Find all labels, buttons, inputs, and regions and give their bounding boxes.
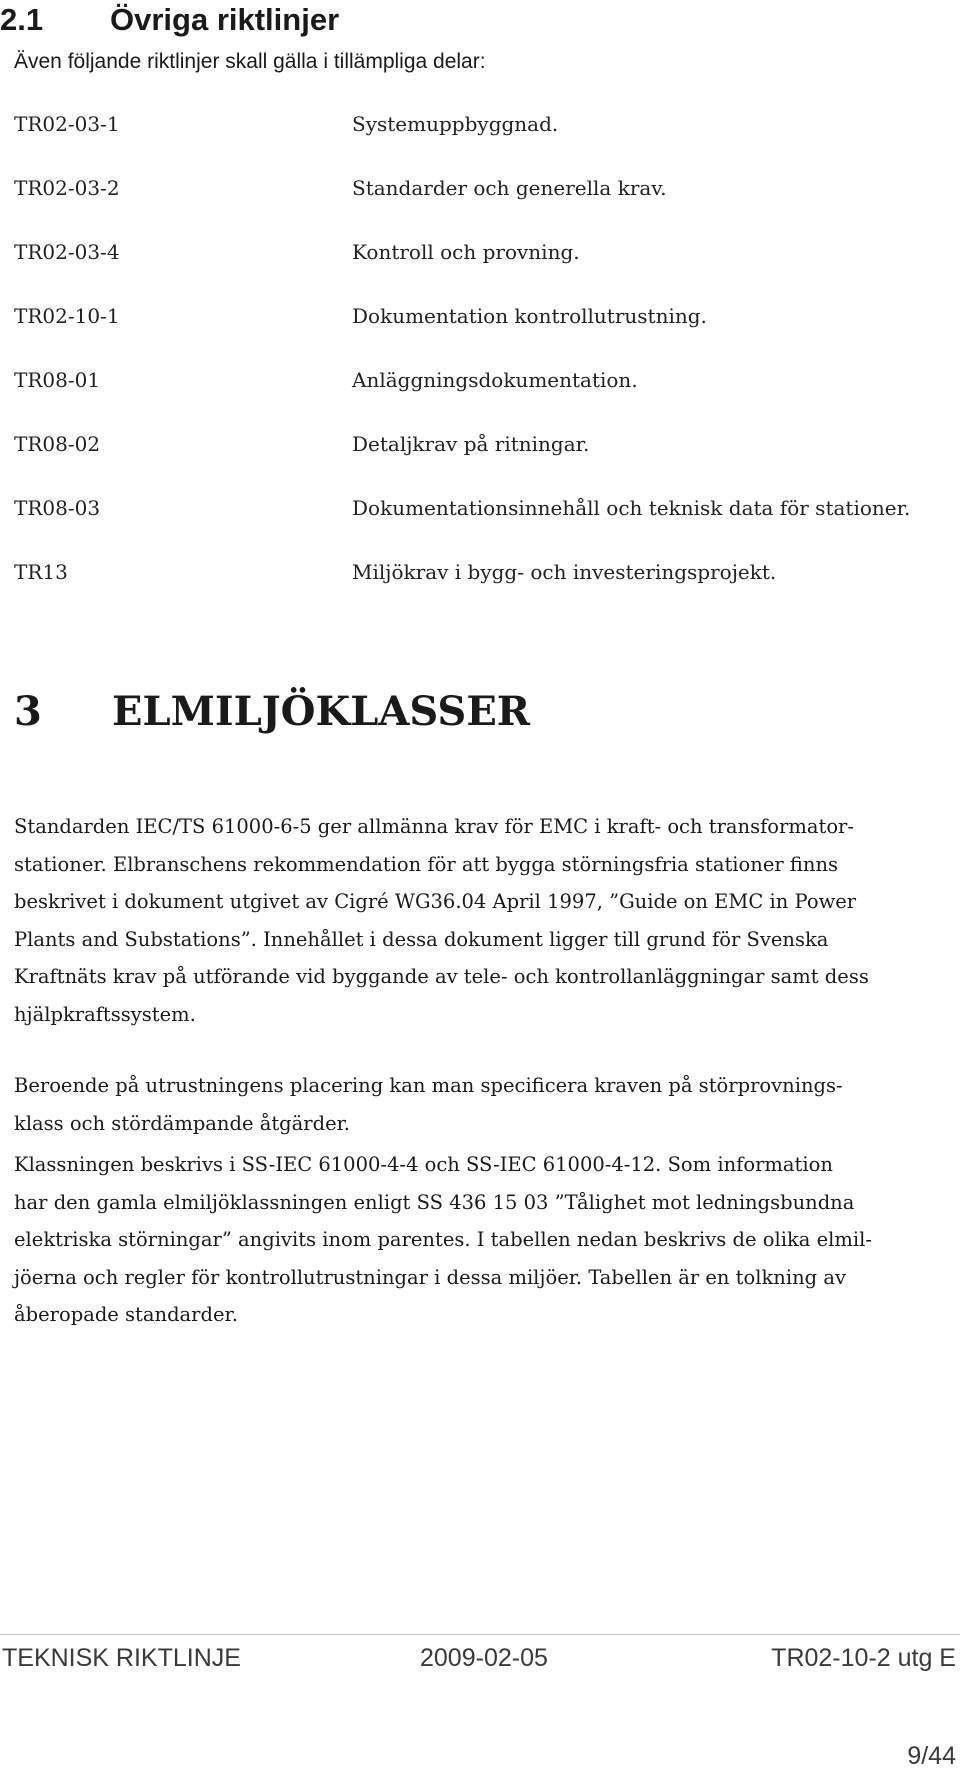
reference-row (14, 368, 944, 432)
paragraph-line: Kraftnäts krav på utförande vid byggande av tele- och kontrollanläggningar samt dess (14, 965, 869, 988)
intro-text: Även följande riktlinjer skall gälla i tillämpliga delar: (14, 50, 486, 73)
body-paragraph (14, 1067, 944, 1142)
footer-doc-id: TR02-10-2 utg E (771, 1644, 956, 1672)
reference-row (14, 304, 944, 368)
reference-description: Standarder och generella krav. (352, 176, 667, 200)
reference-description: Dokumentationsinnehåll och teknisk data för stationer. (352, 496, 911, 520)
footer-date: 2009-02-05 (420, 1644, 548, 1672)
section-title: Övriga riktlinjer (110, 2, 340, 37)
reference-code: TR02-03-2 (14, 176, 120, 200)
paragraph-line: klass och stördämpande åtgärder. (14, 1111, 350, 1135)
chapter-title: ELMILJÖKLASSER (112, 688, 531, 735)
paragraph-line: beskrivet i dokument utgivet av Cigré WG36.04 April 1997, ”Guide on EMC in Power (14, 890, 857, 913)
reference-row (14, 560, 944, 624)
reference-code: TR08-02 (14, 432, 101, 456)
paragraph-line: stationer. Elbranschens rekommendation för att bygga störningsfria stationer finns (14, 852, 839, 876)
reference-description: Systemuppbyggnad. (352, 112, 559, 136)
paragraph-line: Klassningen beskrivs i SS-IEC 61000-4-4 och SS-IEC 61000-4-12. Som information (14, 1153, 833, 1176)
paragraph-line: elektriska störningar” angivits inom parentes. I tabellen nedan beskrivs de olika elmil- (14, 1228, 872, 1251)
body-paragraph (14, 1146, 944, 1334)
reference-description: Kontroll och provning. (352, 240, 580, 264)
reference-row (14, 176, 944, 240)
section-number: 2.1 (0, 2, 44, 37)
reference-description: Miljökrav i bygg- och investeringsprojekt. (352, 560, 777, 584)
section-heading (0, 2, 339, 38)
chapter-heading (14, 688, 530, 735)
reference-code: TR08-01 (14, 368, 101, 392)
reference-description: Anläggningsdokumentation. (352, 368, 638, 392)
paragraph-line: Plants and Substations”. Innehållet i dessa dokument ligger till grund för Svenska (14, 927, 829, 951)
reference-code: TR02-03-1 (14, 112, 120, 136)
paragraph-line: jöerna och regler för kontrollutrustningar i dessa miljöer. Tabellen är en tolkning av (14, 1265, 846, 1289)
reference-list (14, 112, 944, 624)
reference-description: Dokumentation kontrollutrustning. (352, 304, 707, 328)
paragraph-line: har den gamla elmiljöklassningen enligt SS 436 15 03 ”Tålighet mot ledningsbundna (14, 1190, 855, 1214)
chapter-number: 3 (14, 688, 42, 735)
footer-divider (0, 1634, 960, 1635)
reference-row (14, 112, 944, 176)
paragraph-line: Beroende på utrustningens placering kan man specificera kraven på störprovnings- (14, 1074, 843, 1097)
paragraph-line: Standarden IEC/TS 61000-6-5 ger allmänna krav för EMC i kraft- och transformator- (14, 815, 854, 838)
paragraph-line: åberopade standarder. (14, 1303, 238, 1326)
page-footer (0, 1644, 960, 1680)
reference-code: TR02-10-1 (14, 304, 120, 328)
footer-doc-type: TEKNISK RIKTLINJE (2, 1644, 241, 1672)
reference-code: TR13 (14, 560, 68, 584)
reference-row (14, 240, 944, 304)
paragraph-line: hjälpkraftssystem. (14, 1002, 196, 1026)
reference-code: TR08-03 (14, 496, 101, 520)
reference-row (14, 496, 944, 560)
reference-description: Detaljkrav på ritningar. (352, 432, 590, 456)
page-number: 9/44 (907, 1742, 956, 1770)
reference-code: TR02-03-4 (14, 240, 120, 264)
reference-row (14, 432, 944, 496)
body-paragraph (14, 808, 944, 1033)
